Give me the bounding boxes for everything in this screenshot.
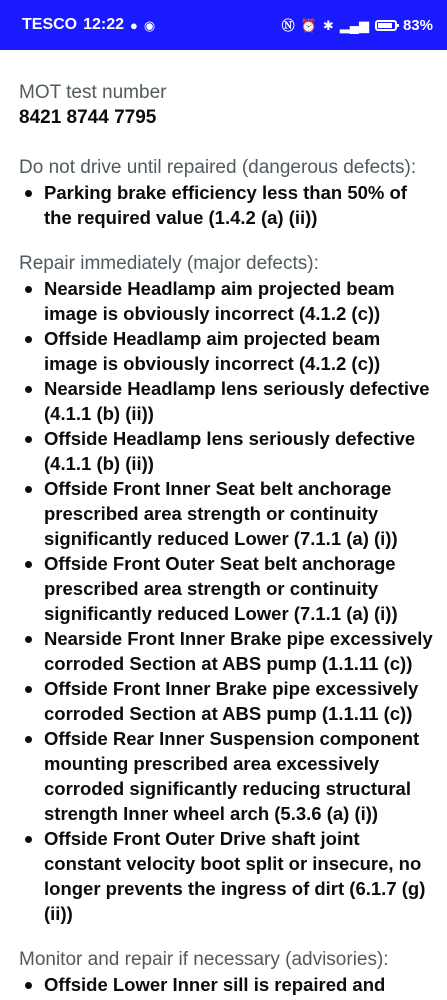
advisories-heading: Monitor and repair if necessary (advisories): <box>19 949 389 970</box>
status-left <box>22 16 155 34</box>
mot-test-number: 8421 8744 7795 <box>19 107 157 128</box>
major-defects-list <box>22 276 437 926</box>
carrier-label: TESCO <box>22 16 78 33</box>
notification-app-icon: ● <box>130 17 138 33</box>
list-item: Offside Headlamp lens seriously defective (4.1.1 (b) (ii)) <box>22 426 437 476</box>
bluetooth-icon: ✱ <box>322 17 334 33</box>
status-bar <box>0 0 447 50</box>
nfc-icon: Ⓝ <box>281 17 295 33</box>
advisories-list <box>22 972 437 997</box>
list-item: Offside Headlamp aim projected beam image is obviously incorrect (4.1.2 (c)) <box>22 326 437 376</box>
mot-detail-content <box>0 26 447 997</box>
list-item: Offside Rear Inner Suspension component mounting prescribed area excessively corroded significantly reducing structural strength Inner wheel arch (5.3.6 (a) (i)) <box>22 726 437 826</box>
list-item: Offside Front Inner Brake pipe excessively corroded Section at ABS pump (1.1.11 (c)) <box>22 676 437 726</box>
battery-icon <box>375 20 397 31</box>
battery-percent: 83% <box>402 16 433 34</box>
dangerous-defects-heading: Do not drive until repaired (dangerous defects): <box>19 157 417 178</box>
list-item: Parking brake efficiency less than 50% of the required value (1.4.2 (a) (ii)) <box>22 180 437 230</box>
signal-icon: ▂▄▆ <box>339 17 369 33</box>
list-item: Nearside Headlamp lens seriously defective (4.1.1 (b) (ii)) <box>22 376 437 426</box>
list-item: Offside Lower Inner sill is repaired and <box>22 972 437 997</box>
clock: 12:22 <box>83 16 125 33</box>
list-item: Nearside Front Inner Brake pipe excessively corroded Section at ABS pump (1.1.11 (c)) <box>22 626 437 676</box>
list-item: Offside Front Inner Seat belt anchorage prescribed area strength or continuity significantly reduced Lower (7.1.1 (a) (i)) <box>22 476 437 551</box>
list-item: Offside Front Outer Drive shaft joint constant velocity boot split or insecure, no longer prevents the ingress of dirt (6.1.7 (g) (ii)) <box>22 826 437 926</box>
mot-test-number-label: MOT test number <box>19 82 167 103</box>
major-defects-heading: Repair immediately (major defects): <box>19 253 319 274</box>
list-item: Offside Front Outer Seat belt anchorage prescribed area strength or continuity significantly reduced Lower (7.1.1 (a) (i)) <box>22 551 437 626</box>
status-right <box>282 17 433 34</box>
list-item: Nearside Headlamp aim projected beam image is obviously incorrect (4.1.2 (c)) <box>22 276 437 326</box>
notification-app-icon-2: ◉ <box>143 17 156 33</box>
alarm-icon: ⏰ <box>300 17 317 33</box>
dangerous-defects-list <box>22 180 437 230</box>
